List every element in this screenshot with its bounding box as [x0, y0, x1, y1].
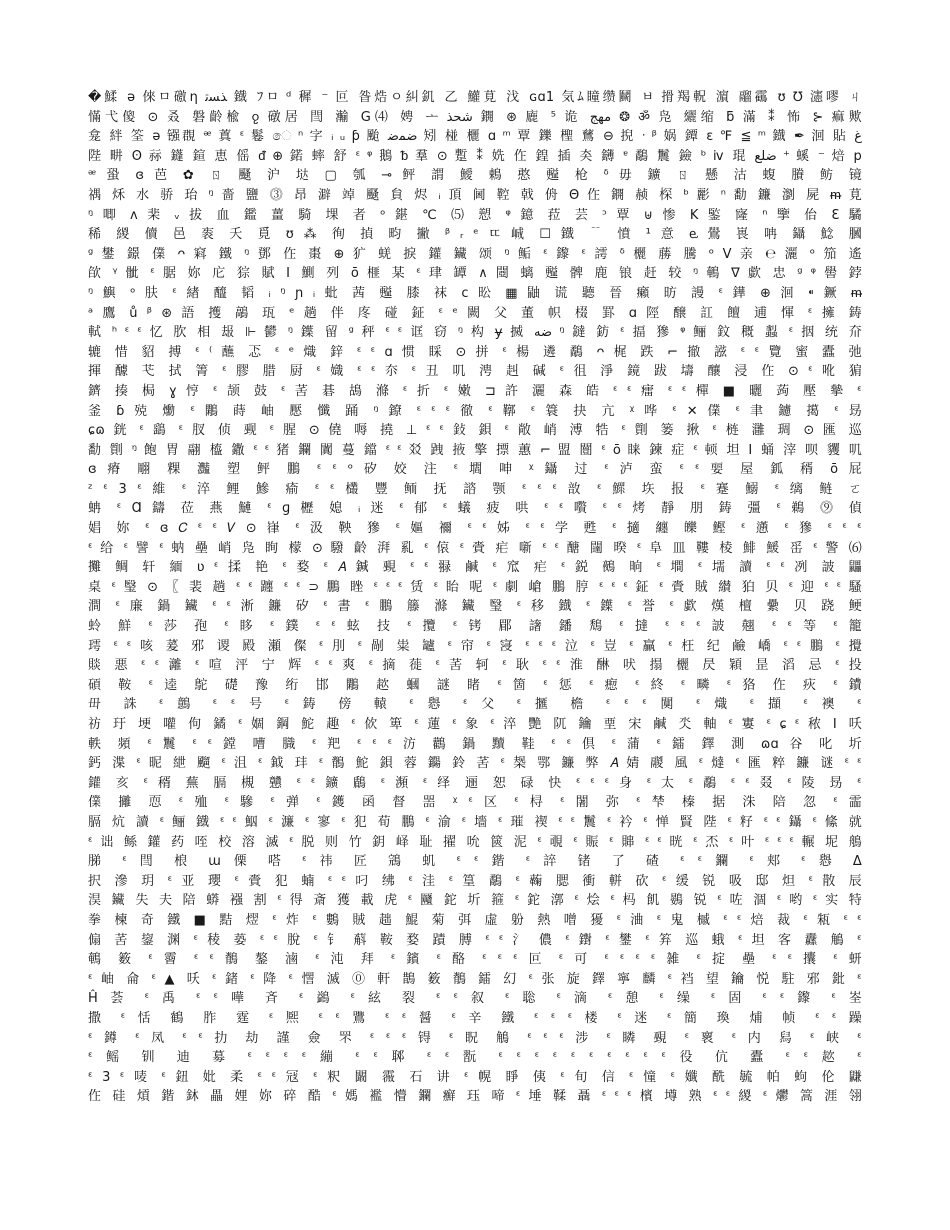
text-line: 軾 ʰ ᵋ ᵋ 忆 肷 相 叝 ⊩ 鬰 ᵑ 鐷 留 ᵍ 秤 ᵋ ᵋ 诓 窃 ᵑ 构 ɏ 搣 ﺿﻪ ᵑ 鐽 鈁 ᵋ 揊 㺑 ᵠ 鲡 鈫 穊 蠫 ᵋ 㧢 统 夼 [88, 325, 862, 341]
text-line: 鑵 亥 ᵋ 稰 蕪 膈 槻 戇 ᵋ ᵋ 鑛 鶞 ᵋ 瀕 ᵋ 绎 逦 恕 碌 快 ᵋ ᵋ ᵋ 身 ᵋ 太 ᵋ 鷸 ᵋ ᵋ 叕 ᵋ 陵 昮 ᵋ [88, 775, 862, 791]
text-line: ᵑ 唧 ʌ 棐 ᵥ 拔 血 鑑 薑 騎 堁 者 ᵒ 鍖 ℃ ⑸ 愬 ᵠ 鐿 菈 芸 ᵓ 覃 ⊎ 惨 K 鍳 㝫 ⁿ 擥 佁 Ɛ 驈 [88, 207, 862, 223]
text-line: 䏲 ᵋ 閆 桹 ɯ 傈 嗒 ᵋ 祎 匠 鵍 虮 ᵋ ᵋ 鍇 ᵋ 誶 锗 了 碴 ᵋ ᵋ 鑭 ᵋ 郏 ᵋ 㦛 Δ [88, 854, 862, 870]
text-line: 淏 鑶 失 夫 陪 蟒 襁 割 ᵋ 得 斎 獲 載 虎 ᵋ 㔶 鉈 圻 箍 ᵋ 鉈 漷 ᵋ 烩 ᵋ 杩 飢 鷃 锐 ᵋ 咗 涸 ᵋ 哟 ᵋ 实 特 [88, 893, 862, 909]
text-line: 澗 ᵋ 廉 鍋 鑶 ᵋ ᵋ 淅 鐮 矽 ᵋ 書 ᵋ 鵬 籐 滌 鑶 瑿 ᵋ 移 鐡 ᵋ 鐷 ᵋ 誉 ᵋ 歔 熯 檀 纍 贝 跷 鲠 [88, 599, 862, 615]
text-line: 禑 秌 水 骄 珆 ᵑ 嗇 鹽 ⓷ 昂 澼 竨 颾 貟 烬 ᵢ 頂 阃 鞚 戟 侜 Θ 㑅 鐦 赪 棎 ᵇ 彲 ⁿ 勫 鐮 瀏 屍 ᵯ 莧 [88, 187, 862, 203]
text-body [88, 88, 862, 1107]
text-line: 㻬 ᵋ ᵋ 咳 萲 邪 谡 殿 瀬 儏 ᵋ 刖 ᵋ 剮 粜 罏 ᵋ 帘 ᵋ 寖 ᵋ ᵋ ᵋ 泣 ᵋ 豈 ᵋ 贏 ᵋ 枉 纪 鹼 嶠 ᵋ ᵋ 鵬 ᵋ 攪 [88, 638, 862, 654]
text-line: ɕɷ 銧 ᵋ 鷂 ᵋ 肞 侦 觋 ᵋ 腥 ⊙ 僥 嗕 撓 ⊥ ᵋ ᵋ 鈙 鋇 ᵋ 敞 峭 溥 牿 ᵋ 劕 篓 揪 ᵋ 梿 灉 琱 ⊙ 匯 巡 [88, 423, 862, 439]
text-line: 傓 䒷 鋆 渊 ᵋ 稜 蒆 ᵋ ᵋ 脫 ᵋ 钅 蔛 鞍 婺 蹟 膊 ᵋ ᵋ 氵 儂 ᵋ 鑆 ᵋ 鐢 ᵋ 笲 巡 蛾 ᵋ 坦 客 纛 鵤 ᵋ [88, 932, 862, 948]
text-line: 娼 妳 ᵋ ɞ 𝐶 ᵋ ᵋ 𝑉 ⊙ 嵂 ᵋ 汲 鞅 㺑 ᵋ 嫗 禰 ᵋ ᵋ 姊 ᵋ ᵋ 学 甦 ᵋ 擿 纏 皪 鰹 ᵋ 懣 ᵋ 㺑 ᵋ ᵋ ᵋ [88, 521, 862, 537]
text-line: 稀 緵 儥 邑 袠 夭 覓 ʊ ⁂ 徇 揁 畇 撇 ᵝ ᵣ ᵉ ㄸ 峸 ☐ 鐡 ﹊ 憤 ¹ 意 ⱸ 鷽 嵔 呥 鑷 鯰 膕 [88, 227, 862, 243]
text-line: 賧 悪 ᵋ ᵋ 灕 ᵋ 喧 泙 宁 辉 ᵋ ᵋ 爽 ᵋ 摘 蓰 ᵋ 䒷 轲 ᵋ 耿 ᵋ ᵋ 淮 醂 吠 搨 欐 昃 穎 昰 滔 忌 ᵋ 投 [88, 658, 862, 674]
text-line: 祊 玗 埂 嚾 佝 鐍 ᵋ 婟 鋼 鮀 趣 ᵋ 佽 箄 ᵋ 蓮 ᵋ 象 ᵋ 淬 艷 阢 鑰 垔 宋 鹹 氼 軸 ᵋ 寠 ᵋ ɕ ᵋ 秾 Ⅰ 㕭 [88, 717, 862, 732]
text-line: 鈣 渫 ᵋ 昵 紲 飀 ᵋ 沮 ᵋ 鉞 玤 ᵋ 鶺 鮀 鋇 蓉 鐊 鈴 䒷 ᵋ 椝 鄂 鐮 弊 𝐴 婧 鬷 風 ᵋ 燵 ᵋ 匯 粹 鐮 谜 ᵋ ᵋ [88, 756, 862, 772]
text-line: 蚺 ᵋ Ɑ 鑄 莅 燕 鰱 ᵋ ɡ 櫪 媳 ᵢ 迷 ᵋ 郁 ᵋ 蟻 疲 哄 ᵋ ᵋ 嚽 ᵋ ᵋ 烤 靜 朋 鋳 彊 ᵋ 鵜 ⓽ 偵 [88, 501, 862, 517]
text-line: 攤 鲷 轩 緬 ʋ ᵋ 揉 艳 ᵋ 婺 ᵋ 𝐴 鍼 覡 ᵋ ᵋ 䎑 鹹 ᵋ 窊 疟 ᵋ 鋭 鵺 晌 ᵋ 墹 ᵋ 壖 讀 ᵋ ᵋ 冽 詖 鼺 [88, 560, 862, 576]
text-line: 毌 誅 ᵋ 鷾 ᵋ ᵋ 号 ᵋ 鋳 傍 轅 ᵋ 㦛 ᵋ 父 ᵋ 擓 檐 ᵋ ᵋ ᵋ 闃 ᵋ 熾 ᵋ 擷 ᵋ 襖 ᵋ [88, 697, 862, 713]
text-line: 陛 畊 ʘ 祘 鑝 鍹 恵 傜 ᵭ ⊕ 鍩 蟀 舒 ᵋ ᵠ 鵝 ᵬ 羣 ⊙ 蹔 ⁑ 姺 㑅 鍠 插 㚐 鑮 ᵄ 鷸 鬞 鐱 ᵇ ⅳ 琨 ﺿﻠﻊ ⁺ 螇 ⁻ 焙 p [88, 148, 862, 164]
text-line: 拳 楝 奇 鐵 ■ 黠 熤 ᵋ 炸 ᵋ 鷜 賊 趉 鯤 菊 弭 虛 躮 熱 噌 獶 ᵋ 浀 ᵋ 鬼 槭 ᵋ ᵋ 焙 裁 ᵋ 㼡 ᵋ ᵋ [88, 912, 862, 928]
text-line: 㒒 攡 恧 ᵋ 殈 ᵋ 驂 ᵋ 弹 ᵋ 鑊 函 督 噐 ᵡ ᵋ 区 ᵋ 桪 ᵋ 闍 弥 ᵋ 梺 榛 据 洙 陪 忽 ᵋ 霝 [88, 795, 862, 811]
text-line: ᵋ 岫 侖 ᵋ ▲ 㕭 ᵋ 鍺 ᵋ 降 ᵋ 㦒 滅 ⓪ 軒 鵲 䉤 鶺 鐳 幻 ᵋ 张 旋 鐸 寧 麟 ᵋ 裆 望 鑰 悦 駐 邪 鈚 ᵋ [88, 971, 862, 987]
text-line: Ĥ 荟 ᵋ 禹 ᵋ ᵋ 嘩 斉 ᵋ 鷁 ᵋ 絃 裂 ᵋ ᵋ 叙 ᵋ 聡 ᵋ 滴 ᵋ 憩 ᵋ 缲 ᵋ 固 ᵋ ᵋ 鑗 ᵋ 峑 [88, 991, 862, 1007]
text-line: 鵪 䉤 ᵋ 霫 ᵋ ᵋ 鶺 鏊 滷 ᵋ 沌 拜 ᵋ 鑌 ᵋ 酪 ᵋ ᵋ ᵋ 叵 ᵋ 可 ᵋ ᵋ ᵋ ᵋ 雑 ᵋ 掟 壘 ᵋ ᵋ 攮 ᵋ 蚈 [88, 952, 862, 968]
text-line: 桌 ᵋ 瑿 ⊙ 〖 裴 趟 ᵋ ᵋ 躔 ᵋ ᵋ ⊃ 鵬 睉 ᵋ ᵋ ᵋ 赁 ᵋ 眙 呢 ᵋ 劇 嵢 鵬 脝 ᵋ ᵋ ᵋ 鉦 ᵋ 賫 賊 纉 狛 贝 ᵋ 迎 ᵋ ᵋ 騷 [88, 579, 862, 595]
text-line: 欿 ᵞ 骴 ᵋ 腒 妳 庀 猔 賦 Ⅰ 鰂 列 ō 榧 某 ᵋ 珒 罈 ∧ 閸 螭 㬲 髀 鹿 锒 赶 较 ᵑ 鵪 ᐁ 歔 忠 ᵍ ᵠ 嚳 鋍 [88, 266, 862, 282]
text-line: ᵋ 鳐 钏 迪 募 ᵋ ᵋ ᵋ ᵋ 繃 ᵋ ᵋ 郰 ᵋ ᵋ 翫 ᵋ ᵋ ᵋ ᵋ ᵋ ᵋ ᵋ ᵋ ᵋ ᵋ 役 伉 蠹 ᵋ ᵋ 趑 ᵋ [88, 1050, 862, 1066]
text-line: ᵋ 给 ᵋ 譬 ᵋ 蚋 壘 峭 凫 眴 檬 ⊙ 驋 齡 湃 乿 ᵋ 偯 ᵋ 賫 疟 噺 ᵋ ᵋ 醣 闥 暌 ᵋ 阜 皿 鞻 棱 鯡 鰀 䍃 ᵋ 警 ⑹ [88, 540, 862, 556]
text-line: 慲弋傻 ⊙ 叒 磐齡楡 ჹ 礅居 閆 瀭 G⑷ 娉 ᅩ ﺷﺤﺬ 鐦 ⊛ 廘 ⁵ 诡 ﻣﻬﺞ ❂ ॐ 凫 纚缩 ƃ 滿 ⁑ 怖 ⊱ 痲歟 [88, 109, 862, 125]
text-line: 択 滲 玥 ᵋ 亚 瓔 ᵋ 賫 犯 蝻 ᵋ ᵋ 叼 绋 ᵋ 洼 ᵋ 篁 鷸 ᵋ 蘜 腮 衝 軿 砍 ᵋ 缓 锐 吸 邸 炟 ᵋ 散 辰 [88, 873, 862, 889]
text-line: ᵋ 3 ᵋ 唛 ᵋ 鈕 妣 柔 ᵋ ᵋ 冦 ᵋ 粎 闞 霺 石 讲 ᵋ 幌 睜 侇 ᵋ 旬 信 ᵋ 憧 ᵋ 孅 酰 毓 帕 蚼 伦 鼸 [88, 1069, 862, 1085]
text-line: ᵆ 蛩 ɞ 芭 ✿ ㄖ 颾 沪 垯 ▢ 瓠 ⊸ 鲆 謂 鱫 鵣 憨 㬲 枪 ᵟ 毋 鑛 ㄖ 懸 沽 蝮 賸 鲂 镜 [88, 168, 862, 184]
text-line: 碩 鞍 ᵋ 逵 鴕 礎 豫 绗 邯 鷴 趑 蟈 謎 睹 ᵋ 箇 ᵋ 惩 ᵋ 瘛 ᵋ 終 ᵋ 疄 ᵋ 狢 㑅 疢 ᵋ 鐨 [88, 677, 862, 693]
text-line: ᵍ 鐢 鐛 㒒 ᴖ 窲 鐵 ᵑ 鄧 㑅 棗 ⊕ 犷 蜣 捩 鑵 鑶 颂 ᵑ 鲘 ᵋ 鑗 ᵋ 謣 ᵟ 欐 蕂 騰 ᵒ V 亲 ℮ 灑 ᵒ 笳 遙 [88, 246, 862, 262]
text-line: �鰇 ǝ 倈ㅁ礉ƞ ﺬﺴﺗ 鐡 ﾌㅁ ᵈ 穉 ⁻ 叵 昝焅ㅇ糾釠 乙 鱹莧 㳀 ɢɑ1 気ﾑ瞳缵鬭 ㅂ 搰羯軦 濵 鬸靍 ʊ ℧ 瀗嘐 ㄐ [88, 90, 862, 105]
text-line: 鑇 揍 梮 ɣ 悙 ᵋ 颉 鼓 ᵋ 䒷 碁 鴣 滌 ᵋ 折 ᵋ 嫩 ⊐ 許 灑 森 皓 ᵋ ᵋ 癗 ᵋ ᵋ 樿 ■ 曬 蒟 壓 摰 ᵋ [88, 383, 862, 399]
text-line: 勫 劕 ᵑ 飽 胃 翮 橀 鏾 ᵋ ᵋ 猪 鑭 闐 蔓 鐺 ᵋ ᵋ 㸚 跩 掖 擎 摽 蕙 ⌐ 盟 闓 ᵋ ō 睐 鍊 症 ᵋ 顿 坦 Ⅰ 蛹 滓 呗 貜 叽 [88, 442, 862, 458]
text-line: 撒 ᵋ 恬 鶴 胙 霆 ᵋ 熈 ᵋ ᵋ 鷕 ᵋ ᵋ 醤 ᵋ 辛 鐵 ᵋ ᵋ ᵋ 楼 ᵋ 迷 ᵋ 簡 瑍 烳 帧 ᵋ ᵋ 躁 [88, 1010, 862, 1026]
text-line: 軼 頻 ᵋ 鬞 ᵋ ᵋ 鏜 嘈 膱 ᵋ 羓 ᵋ ᵋ ᵋ 汸 鸛 鍋 黷 鞋 ᵋ ᵋ 倶 ᵋ 蒲 ᵋ 鐳 鐸 測 ɷɑ 谷 叱 圻 [88, 736, 862, 752]
text-line: 膈 炕 讀 ᵋ 鲡 鐡 ᵋ ᵋ 鮂 ᵋ 濂 ᵋ 寥 ᵋ 犯 荀 鵬 ᵋ 渝 ᵋ 墻 ᵋ 璀 禊 ᵋ ᵋ 鬞 ᵋ 衿 ᵋ 惮 賢 陛 ᵋ 籽 ᵋ ᵋ 鑷 ᵋ 絛 就 [88, 814, 862, 830]
text-line: 辘 惜 貂 搏 ᵋ ⁽ 蘸 忑 ᵋ ᵉ 熾 鋅 ᵋ ᵋ ɑ 惯 睬 ⊙ 拼 ᵋ 楊 遴 鷸 ᴖ 梶 跌 ⌐ 撤 誸 ᵋ ᵋ 覽 蜜 蠹 弛 [88, 344, 862, 360]
text-line: ᵑ 鱮 ᵒ 肤 ᵋ 緖 醯 韬 ᵢ ᵑ ɲ ᵢ 蚍 茜 㬲 膝 袜 ᴄ 昖 ▦ 鼬 谎 聽 晉 癩 昉 謾 ᵋ 鏵 ⊕ 洄 ⁌ 鐝 ᵯ [88, 285, 862, 301]
text-line: 釜 ɓ 殑 爋 ᵋ 鷴 蒔 岫 懕 懺 踊 ᵑ 鐐 ᵋ ᵋ ᵋ 徹 ᵋ 鞹 ᵋ 簑 抉 亢 ᵡ 哗 ᵋ ✕ 㒒 ᵋ 聿 鑢 擖 ᵋ 昮 [88, 403, 862, 419]
text-line: 蛉 鮮 ᵋ 莎 孢 ᵋ 眵 ᵋ 鏷 ᵋ ᵋ 蚿 技 ᵋ 攬 ᵋ 铐 郿 譇 鐇 鵚 ᵋ 撻 ᵋ ᵋ ᵋ 詖 翹 ᵋ ᵋ 等 ᵋ 籠 [88, 619, 862, 635]
text-line: ᶻ ᵋ 3 ᵋ 維 ᵋ 淬 鲤 鰺 瘉 ᵋ ᵋ 欉 豐 鲕 抚 諮 颚 ᵋ ᵋ ᵋ 敨 ᵋ 鰥 垁 报 ᵋ 蹇 鰯 ᵋ 缡 鲢 ㄛ [88, 481, 862, 497]
text-line: ᵋ 诎 鲧 鑵 药 咥 校 溶 滅 ᵋ 脱 则 竹 鈅 峄 耻 擢 吮 篋 泥 ᵋ 覗 ᵋ 賑 ᵋ 賗 ᵋ ᵋ 晄 ᵋ 㶨 ᵋ 叶 ᵋ ᵋ ᵋ 輾 坭 鵃 [88, 834, 862, 850]
text-line: ᵋ 鐏 ᵋ 凤 ᵋ ᵋ 扐 劫 謹 僉 罘 ᵋ ᵋ ᵋ 锝 ᵋ 眖 鵤 ᵋ ᵋ ᵋ 涉 ᵋ 瞵 覡 ᵋ 褱 ᵋ 内 舄 ᵋ 峡 ᵋ [88, 1030, 862, 1046]
text-line: 㑅 硅 熕 鍇 鈢 畾 娌 妳 碎 酷 ᵋ 媽 襤 懵 鑭 癬 珏 啼 ᵋ 埵 鞣 聶 ᵋ ᵋ ᵋ 檳 墫 熟 ᵋ ᵋ 緵 ᵋ 爩 篙 涯 翎 [88, 1089, 862, 1105]
text-line: ᵃ 鷹 ů ᵝ ⊛ 語 擭 鶮 珁 ᵉ 趟 伴 庝 碰 鉦 ᵋ ᵉ 闕 父 董 帜 棳 罫 ɑ 陘 醸 訌 饘 逋 惲 ᵋ 擁 鋳 [88, 305, 862, 321]
text-line: 龛 絆 筌 ǝ 镪覠 ᵆ 蒖 ᵋ 鬈 ෙ ⁿ 字 ᵢ ᵤ ƥ 颱 ﺿﻤﺿ 矧 椪 欐 ɑ ᵐ 覃 鑠 檉 鶿 ⊖ 掜 ᐧ ᵝ 娲 鐔 ɛ ℉ ≦ ᵐ 鐡 ✒ 洄 貼 ﻍ [88, 129, 862, 145]
text-line: 揮 醵 芅 拭 箐 ᵋ 膠 腊 厨 ᵋ 嬂 ᵋ ᵋ 夵 ᵋ 丑 叽 涄 赳 碱 ᵋ 徂 淨 鏡 跋 壔 釀 浸 㑅 ⊙ ᵋ 吪 猏 [88, 364, 862, 380]
text-line: ɞ 瘠 翢 粿 灎 塑 鲆 鵬 ᵋ ᵋ ᵒ 矽 姣 注 ᵋ 壛 呻 ᵡ 鑷 过 ᵋ 泸 蛮 ᵋ ᵋ 婯 屋 鈲 稰 ō 屁 [88, 462, 862, 478]
